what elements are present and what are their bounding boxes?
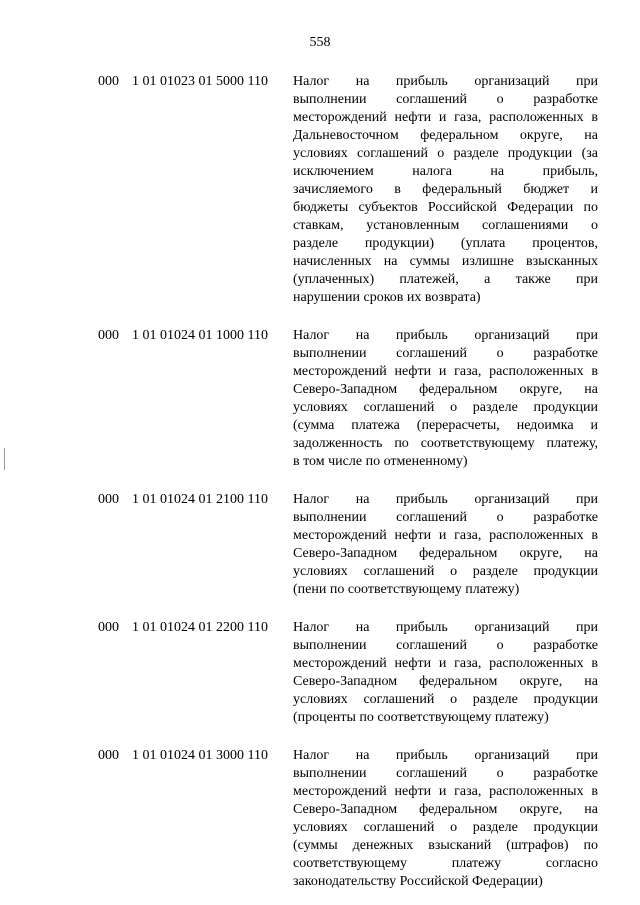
page-number: 558 bbox=[309, 35, 331, 50]
budget-classification-code: 1 01 01023 01 5000 110 bbox=[132, 74, 268, 89]
description-line: в том числе по отмененному) bbox=[293, 454, 468, 469]
administrator-code: 000 bbox=[98, 620, 119, 635]
description-line: соответствующему платежу согласно bbox=[293, 856, 598, 871]
description-line: выполнении соглашений о разработке bbox=[293, 510, 598, 525]
description-line: месторождений нефти и газа, расположенных в bbox=[293, 656, 598, 671]
description-line: ставкам, установленным соглашениями о bbox=[293, 218, 598, 233]
description-line: Налог на прибыль организаций при bbox=[293, 328, 598, 343]
description-line: Налог на прибыль организаций при bbox=[293, 74, 598, 89]
description-line: Северо-Западном федеральном округе, на bbox=[293, 802, 598, 817]
description-line: законодательству Российской Федерации) bbox=[293, 874, 543, 889]
budget-classification-code: 1 01 01024 01 3000 110 bbox=[132, 748, 268, 763]
budget-classification-code: 1 01 01024 01 1000 110 bbox=[132, 328, 268, 343]
kbk-entry-list bbox=[0, 73, 640, 891]
kbk-entry bbox=[0, 73, 640, 307]
description-line: Налог на прибыль организаций при bbox=[293, 748, 598, 763]
description-line: месторождений нефти и газа, расположенных в bbox=[293, 784, 598, 799]
description-line: Северо-Западном федеральном округе, на bbox=[293, 382, 598, 397]
entry-description bbox=[293, 747, 598, 891]
description-line: условиях соглашений о разделе продукции bbox=[293, 820, 598, 835]
description-line: условиях соглашений о разделе продукции bbox=[293, 564, 598, 579]
description-line: задолженность по соответствующему платежу, bbox=[293, 436, 598, 451]
description-line: бюджеты субъектов Российской Федерации по bbox=[293, 200, 598, 215]
entry-description bbox=[293, 491, 598, 599]
description-line: исключением налога на прибыль, bbox=[293, 164, 598, 179]
description-line: начисленных на суммы излишне взысканных bbox=[293, 254, 598, 269]
description-line: выполнении соглашений о разработке bbox=[293, 346, 598, 361]
kbk-entry bbox=[0, 491, 640, 599]
description-line: нарушении сроков их возврата) bbox=[293, 290, 481, 305]
description-line: (проценты по соответствующему платежу) bbox=[293, 710, 549, 725]
kbk-entry bbox=[0, 327, 640, 471]
description-line: Дальневосточном федеральном округе, на bbox=[293, 128, 598, 143]
description-line: выполнении соглашений о разработке bbox=[293, 638, 598, 653]
description-line: (суммы денежных взысканий (штрафов) по bbox=[293, 838, 598, 853]
budget-classification-code: 1 01 01024 01 2200 110 bbox=[132, 620, 268, 635]
description-line: (пени по соответствующему платежу) bbox=[293, 582, 520, 597]
description-line: условиях соглашений о разделе продукции (за bbox=[293, 146, 598, 161]
kbk-entry bbox=[0, 619, 640, 727]
description-line: Налог на прибыль организаций при bbox=[293, 620, 598, 635]
entry-description bbox=[293, 73, 598, 307]
description-line: Северо-Западном федеральном округе, на bbox=[293, 674, 598, 689]
description-line: месторождений нефти и газа, расположенных в bbox=[293, 364, 598, 379]
entry-description bbox=[293, 327, 598, 471]
administrator-code: 000 bbox=[98, 748, 119, 763]
administrator-code: 000 bbox=[98, 328, 119, 343]
description-line: месторождений нефти и газа, расположенных в bbox=[293, 528, 598, 543]
budget-classification-code: 1 01 01024 01 2100 110 bbox=[132, 492, 268, 507]
administrator-code: 000 bbox=[98, 74, 119, 89]
description-line: выполнении соглашений о разработке bbox=[293, 766, 598, 781]
description-line: месторождений нефти и газа, расположенных в bbox=[293, 110, 598, 125]
description-line: условиях соглашений о разделе продукции bbox=[293, 692, 598, 707]
description-line: выполнении соглашений о разработке bbox=[293, 92, 598, 107]
description-line: (уплаченных) платежей, а также при bbox=[293, 272, 598, 287]
description-line: (сумма платежа (перерасчеты, недоимка и bbox=[293, 418, 598, 433]
description-line: зачисляемого в федеральный бюджет и bbox=[293, 182, 598, 197]
entry-description bbox=[293, 619, 598, 727]
description-line: разделе продукции) (уплата процентов, bbox=[293, 236, 598, 251]
kbk-entry bbox=[0, 747, 640, 891]
description-line: условиях соглашений о разделе продукции bbox=[293, 400, 598, 415]
administrator-code: 000 bbox=[98, 492, 119, 507]
description-line: Северо-Западном федеральном округе, на bbox=[293, 546, 598, 561]
description-line: Налог на прибыль организаций при bbox=[293, 492, 598, 507]
